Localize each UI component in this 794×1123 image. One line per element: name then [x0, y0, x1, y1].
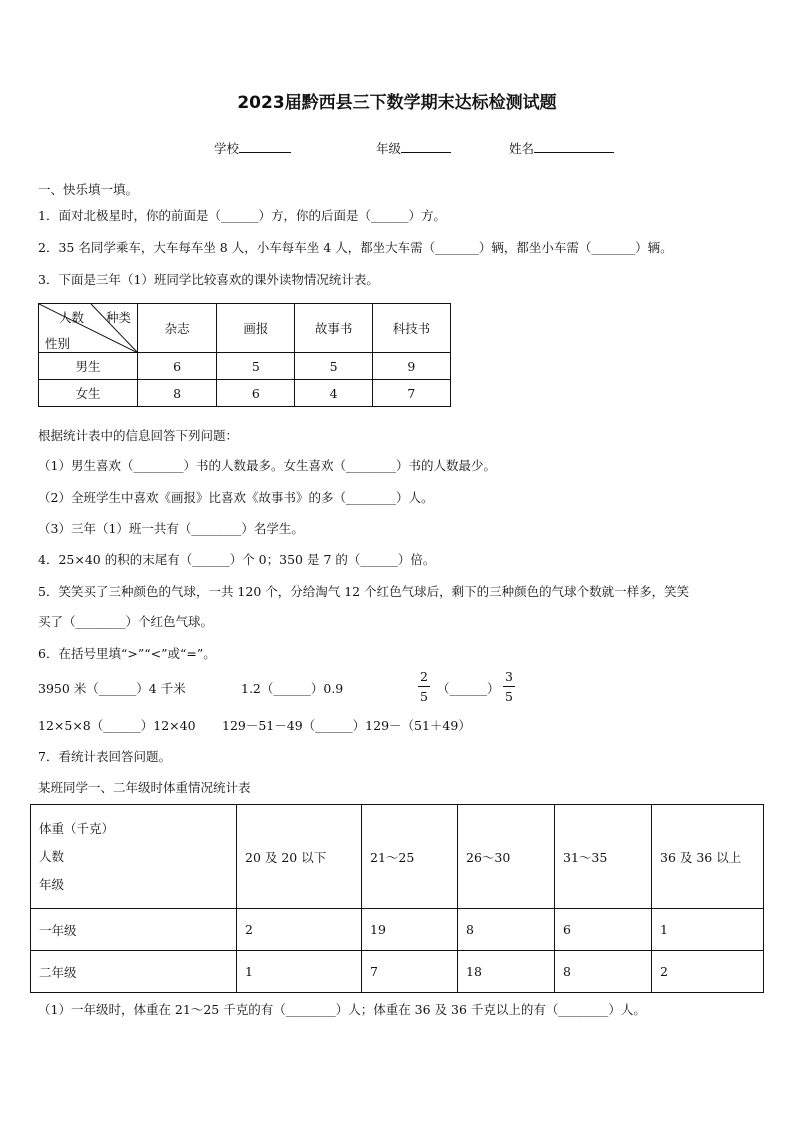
- table-header: 杂志: [138, 304, 217, 353]
- question-4: 4．25×40 的积的末尾有（______）个 0；350 是 7 的（______）倍。: [38, 552, 436, 567]
- table-corner-cell: [31, 805, 237, 909]
- reading-table: [38, 303, 451, 407]
- corner-top-label: 种类: [106, 310, 132, 325]
- compare-item-d: 12×5×8（______）12×40: [38, 718, 196, 733]
- name-label: 姓名: [509, 141, 535, 156]
- table-header: 20 及 20 以下: [237, 805, 362, 909]
- compare-item-b: 1.2（______）0.9: [241, 681, 344, 696]
- table-cell: 4: [295, 380, 372, 407]
- question-1: 1．面对北极星时，你的前面是（______）方，你的后面是（______）方。: [38, 208, 446, 223]
- table-header: 画报: [217, 304, 295, 353]
- table-cell: 6: [217, 380, 295, 407]
- corner-grade-label: 年级: [39, 876, 65, 892]
- question-3-2: （2）全班学生中喜欢《画报》比喜欢《故事书》的多（________）人。: [38, 490, 434, 505]
- question-7-1: （1）一年级时，体重在 21～25 千克的有（________）人；体重在 36 及 36 千克以上的有（________）人。: [38, 1002, 646, 1017]
- table-cell: 5: [217, 353, 295, 380]
- fraction-denominator: 5: [420, 689, 428, 704]
- compare-item-c-blank: （______）: [437, 681, 500, 696]
- table-cell: 8: [458, 909, 555, 951]
- table-cell: 6: [138, 353, 217, 380]
- row-label: 二年级: [31, 951, 237, 993]
- table-cell: 6: [555, 909, 652, 951]
- question-3-intro: 根据统计表中的信息回答下列问题：: [38, 428, 239, 443]
- question-3-1: （1）男生喜欢（________）书的人数最多。女生喜欢（________）书的人数最少。: [38, 458, 496, 473]
- compare-item-e: 129－51－49（______）129－（51＋49）: [222, 718, 471, 733]
- table-row: [39, 353, 451, 380]
- fraction-denominator: 5: [505, 689, 513, 704]
- question-6: 6．在括号里填“>”“<”或“=”。: [38, 646, 216, 661]
- school-field[interactable]: [214, 140, 291, 158]
- table-cell: 9: [372, 353, 450, 380]
- grade-field[interactable]: [376, 140, 451, 158]
- corner-weight-label: 体重（千克）: [39, 820, 115, 836]
- page-title: 2023届黔西县三下数学期末达标检测试题: [237, 93, 557, 113]
- row-label: 男生: [39, 353, 138, 380]
- fraction-numerator: 2: [420, 669, 428, 684]
- table-cell: 7: [372, 380, 450, 407]
- table-header: 36 及 36 以上: [652, 805, 764, 909]
- question-3-3: （3）三年（1）班一共有（________）名学生。: [38, 521, 304, 536]
- fraction-3-5: [499, 669, 519, 704]
- table-cell: 5: [295, 353, 372, 380]
- question-5-line-1: 5．笑笑买了三种颜色的气球，一共 120 个，分给淘气 12 个红色气球后，剩下的三种颜色的气球个数就一样多，笑笑: [38, 584, 690, 599]
- grade-label: 年级: [376, 141, 402, 156]
- corner-bottom-label: 性别: [45, 336, 71, 351]
- table-cell: 8: [555, 951, 652, 993]
- table-row: [31, 909, 764, 951]
- table-header: 科技书: [372, 304, 450, 353]
- table2-title: 某班同学一、二年级时体重情况统计表: [38, 780, 251, 795]
- table-header: 26～30: [458, 805, 555, 909]
- table-header: 21～25: [362, 805, 458, 909]
- corner-mid-label: 人数: [59, 310, 85, 325]
- table-cell: 19: [362, 909, 458, 951]
- question-2: 2．35 名同学乘车，大车每车坐 8 人，小车每车坐 4 人，都坐大车需（_______）辆，都坐小车需（_______）辆。: [38, 240, 673, 255]
- table-cell: 2: [237, 909, 362, 951]
- table-header: 31～35: [555, 805, 652, 909]
- table-cell: 2: [652, 951, 764, 993]
- weight-table: [30, 804, 764, 993]
- name-field[interactable]: [509, 140, 614, 158]
- row-label: 女生: [39, 380, 138, 407]
- section-heading: 一、快乐填一填。: [38, 182, 139, 197]
- table-cell: 18: [458, 951, 555, 993]
- compare-item-a: 3950 米（______）4 千米: [38, 681, 186, 696]
- question-5-line-2: 买了（________）个红色气球。: [38, 614, 214, 629]
- table-corner-cell: [39, 304, 138, 353]
- table-cell: 7: [362, 951, 458, 993]
- question-3: 3．下面是三年（1）班同学比较喜欢的课外读物情况统计表。: [38, 272, 379, 287]
- question-7: 7．看统计表回答问题。: [38, 749, 171, 764]
- fraction-numerator: 3: [505, 669, 513, 684]
- table-cell: 1: [652, 909, 764, 951]
- row-label: 一年级: [31, 909, 237, 951]
- fraction-2-5: [414, 669, 434, 704]
- school-label: 学校: [214, 141, 240, 156]
- table-row: [31, 951, 764, 993]
- table-cell: 8: [138, 380, 217, 407]
- corner-count-label: 人数: [39, 848, 65, 864]
- table-row: [39, 380, 451, 407]
- table-cell: 1: [237, 951, 362, 993]
- table-header: 故事书: [295, 304, 372, 353]
